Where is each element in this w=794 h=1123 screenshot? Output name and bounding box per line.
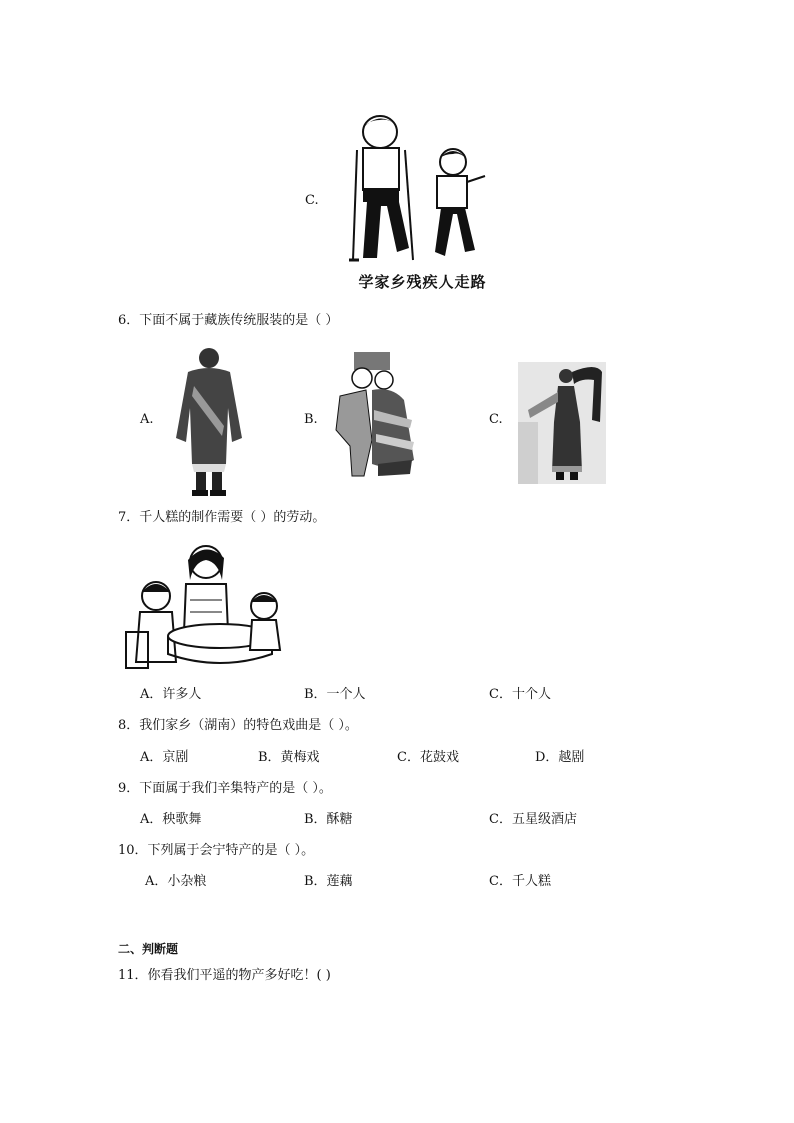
miao-costume-couple-illustration (332, 350, 424, 480)
q9-option-c[interactable]: C．五星级酒店 (489, 812, 577, 827)
q6-option-b-label[interactable]: B. (304, 412, 318, 427)
q8-stem: 8．我们家乡（湖南）的特色戏曲是（ ）。 (118, 718, 358, 733)
q5-image-caption: 学家乡残疾人走路 (358, 273, 487, 291)
q9-stem: 9．下面属于我们辛集特产的是（ ）。 (118, 781, 332, 796)
q6-option-a-label[interactable]: A. (140, 412, 154, 427)
q7-image (120, 540, 285, 676)
q6-option-a-image (172, 346, 247, 498)
q6-stem: 6．下面不属于藏族传统服装的是（ ） (118, 313, 339, 328)
q9-option-a[interactable]: A．秧歌舞 (140, 812, 202, 827)
q7-option-a[interactable]: A．许多人 (140, 687, 202, 702)
q9-option-b[interactable]: B．酥糖 (304, 812, 353, 827)
q6-option-c-label[interactable]: C. (489, 412, 503, 427)
family-making-cake-illustration (120, 540, 285, 676)
q6-option-c-image (518, 362, 606, 484)
q8-option-d[interactable]: D．越剧 (535, 750, 585, 765)
q7-option-c[interactable]: C．十个人 (489, 687, 551, 702)
q11-stem: 11．你看我们平遥的物产多好吃！( ) (118, 968, 331, 983)
q10-option-c[interactable]: C．千人糕 (489, 874, 551, 889)
section-heading-judgment: 二、判断题 (118, 942, 179, 956)
q5-option-c-label: C. (305, 193, 319, 208)
q7-option-b[interactable]: B．一个人 (304, 687, 366, 702)
q10-option-a[interactable]: A．小杂粮 (145, 874, 207, 889)
q10-option-b[interactable]: B．莲藕 (304, 874, 353, 889)
q5-option-c-image (345, 110, 500, 292)
q7-stem: 7．千人糕的制作需要（ ）的劳动。 (118, 510, 326, 525)
tibetan-dancer-photo (518, 362, 606, 484)
q8-option-a[interactable]: A．京剧 (140, 750, 189, 765)
tibetan-robe-man-photo (172, 346, 247, 498)
disabled-people-walking-illustration (345, 110, 500, 265)
q8-option-b[interactable]: B．黄梅戏 (258, 750, 320, 765)
q8-option-c[interactable]: C．花鼓戏 (397, 750, 459, 765)
q10-stem: 10．下列属于会宁特产的是（ ）。 (118, 843, 315, 858)
q6-option-b-image (332, 350, 424, 480)
